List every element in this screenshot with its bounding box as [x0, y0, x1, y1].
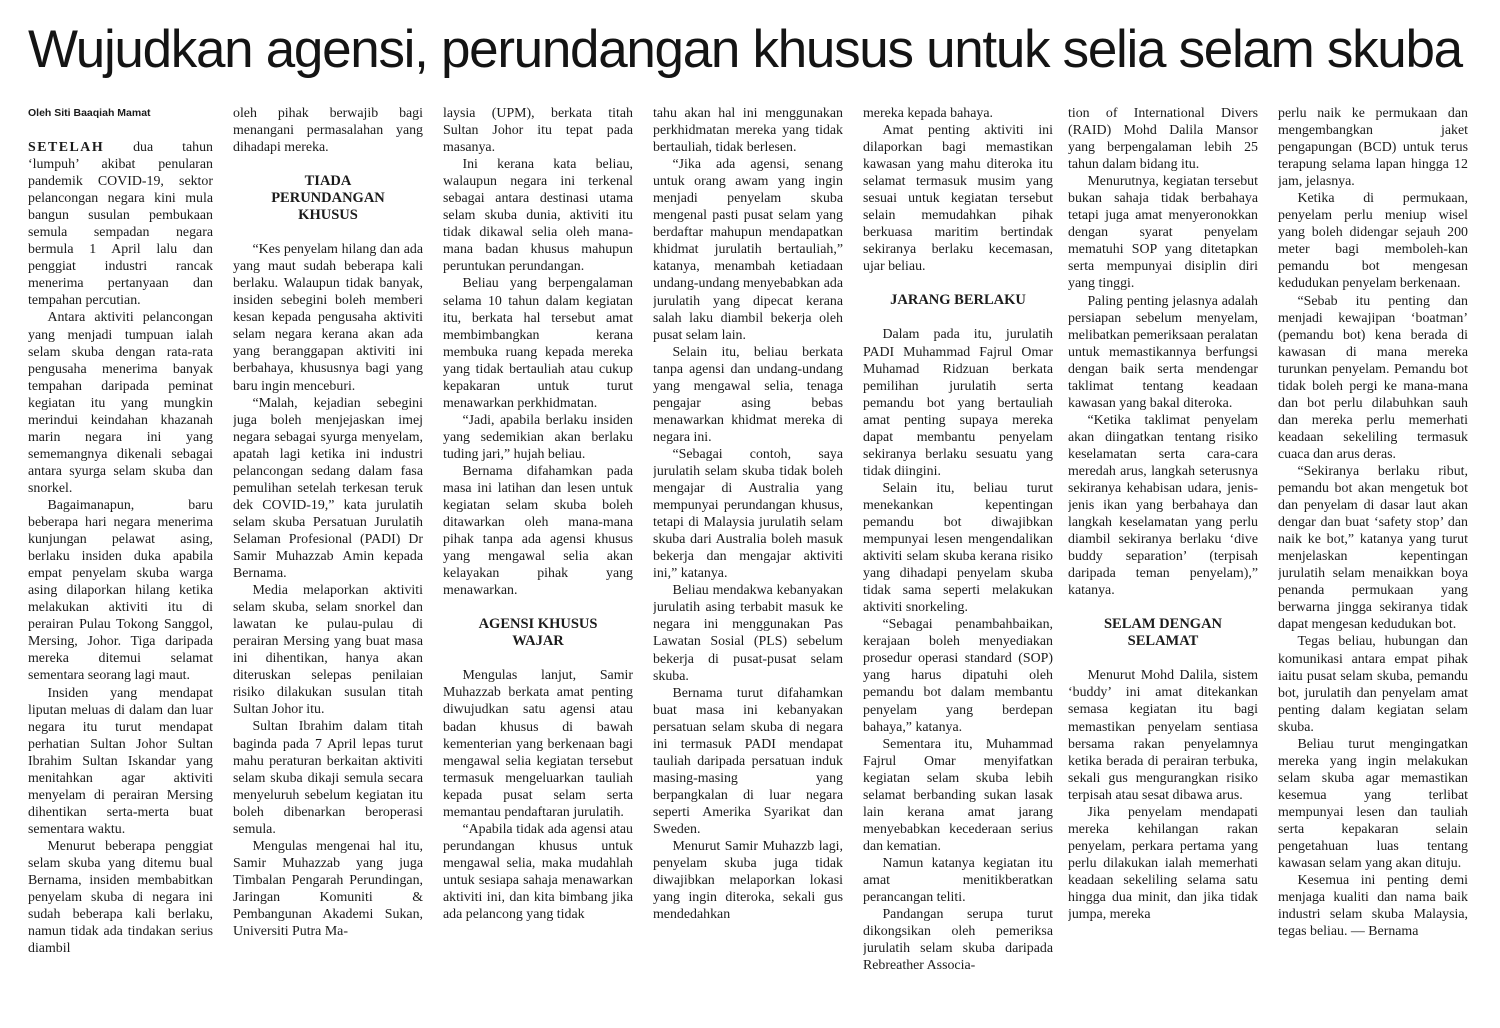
paragraph: “Malah, kejadian sebegini juga boleh menjejaskan imej negara sebagai syurga menyelam, apatah lagi ketika ini industri pelancongan sedang dalam fasa pemulihan setelah terkesan teruk dek COVID-19,” kata jurulatih selam skuba Persatuan Jurulatih Selaman Profesional (PADI) Dr Samir Muhazzab Amin kepada Bernama.: [233, 395, 423, 582]
paragraph: “Jika ada agensi, senang untuk orang awam yang ingin menjadi penyelam skuba mengenal pasti pusat selam yang berdaftar mahupun mendapatkan khidmat jurulatih bertauliah,” katanya, menambah ketiadaan undang-undang menyebabkan ada jurulatih yang dipecat kerana salah laku diambil bekerja oleh pusat selam lain.: [653, 157, 843, 343]
paragraph: Ketika di permukaan, penyelam perlu meniup wisel yang boleh didengar sejauh 200 meter bagi memboleh-kan pemandu bot mengesan kedudukan penyelam berkenaan.: [1278, 191, 1468, 292]
lead-text: dua tahun ‘lumpuh’ akibat penularan pandemik COVID-19, sektor pelancongan negara kini mula bangun susulan pembukaan semula sempadan negara bermula 1 April lalu dan penggiat industri rancak menerima pertanyaan dan tempahan percutian.: [28, 140, 213, 309]
byline: Oleh Siti Baaqiah Mamat: [28, 107, 151, 119]
paragraph: Sultan Ibrahim dalam titah baginda pada 7 April lepas turut mahu peraturan berkaitan aktiviti selam skuba dikaji semula secara menyeluruh sebelum kegiatan itu boleh dibenarkan beroperasi semula.: [233, 719, 423, 837]
subheading: SELAM DENGAN SELAMAT: [1103, 616, 1223, 650]
paragraph: Bagaimanapun, baru beberapa hari negara menerima kunjungan pelawat asing, berlaku insiden duka apabila empat penyelam skuba warga asing dilaporkan hilang ketika melakukan aktiviti itu di perairan Pulau Tokong Sanggol, Mersing, Johor. Tiga daripada mereka ditemui selamat sementara seorang lagi maut.: [28, 497, 213, 684]
paragraph: Paling penting jelasnya adalah persiapan sebelum menyelam, melibatkan pemeriksaan peralatan untuk memastikannya berfungsi dengan baik serta mendengar taklimat tentang keadaan kawasan yang bakal diteroka.: [1068, 293, 1258, 411]
paragraph: Media melaporkan aktiviti selam skuba, selam snorkel dan lawatan ke pulau-pulau di perairan Mersing yang buat masa ini dihentikan, hanya akan diteruskan selepas penilaian risiko dilakukan susulan titah Sultan Johor itu.: [233, 583, 423, 718]
paragraph: Beliau yang berpengalaman selama 10 tahun dalam kegiatan itu, berkata hal tersebut amat membimbangkan kerana membuka ruang kepada mereka yang tidak bertauliah atau cukup kepakaran untuk turut menawarkan perkhidmatan.: [443, 276, 633, 411]
paragraph: Selain itu, beliau turut menekankan kepentingan pemandu bot diwajibkan mempunyai lesen mengendalikan aktiviti selam skuba kerana risiko yang dihadapi penyelam skuba tidak sama seperti melakukan aktiviti snorkeling.: [863, 480, 1053, 616]
paragraph: “Sebab itu penting dan menjadi kewajipan ‘boatman’ (pemandu bot) kena berada di kawasan di mana mereka turunkan penyelam. Pemandu bot tidak boleh pergi ke mana-mana dan bot perlu dilabuhkan sauh dan mereka perlu memerhati keadaan sekeliling termasuk cuaca dan arus deras.: [1278, 293, 1468, 462]
paragraph: Namun katanya kegiatan itu amat menitikberatkan perancangan teliti.: [863, 855, 1053, 906]
subheading: JARANG BERLAKU: [890, 292, 1026, 309]
paragraph: “Ketika taklimat penyelam akan diingatkan tentang risiko keselamatan serta cara-cara meredah arus, langkah seterusnya sekiranya kehabisan udara, jenis-jenis ikan yang berbahaya dan langkah keselamatan yang perlu diambil sekiranya berlaku ‘dive buddy separation’ (terpisah daripada teman penyelam),” katanya.: [1068, 412, 1258, 599]
paragraph: Sementara itu, Muhammad Fajrul Omar menyifatkan kegiatan selam skuba lebih selamat berbanding sukan lasak lain kerana amat jarang menyebabkan kecederaan serius dan kematian.: [863, 736, 1053, 854]
paragraph: “Sebagai penambahbaikan, kerajaan boleh menyediakan prosedur operasi standard (SOP) yang harus dipatuhi oleh pemandu bot dalam membantu penyelam yang berdepan bahaya,” katanya.: [863, 617, 1053, 735]
paragraph: Antara aktiviti pelancongan yang menjadi tumpuan ialah selam skuba dengan rata-rata pengusaha menerima banyak tempahan daripada peminat kegiatan itu yang mungkin merindui keindahan khazanah marin negara ini yang sememangnya dikenali sebagai antara syurga selam skuba dan snorkel.: [28, 310, 213, 496]
paragraph: Insiden yang mendapat liputan meluas di dalam dan luar negara itu turut mendapat perhatian Sultan Johor Sultan Ibrahim Sultan Iskandar yang menitahkan agar aktiviti menyelam di perairan Mersing dihentikan serta-merta buat sementara waktu.: [28, 685, 213, 837]
paragraph: Jika penyelam mendapati mereka kehilangan rakan penyelam, perkara pertama yang perlu dilakukan ialah memerhati keadaan sekeliling selama satu hingga dua minit, dan jika tidak jumpa, mereka: [1068, 804, 1258, 923]
article-column-2: [233, 105, 423, 1023]
paragraph: Amat penting aktiviti ini dilaporkan bagi memastikan kawasan yang mahu diteroka itu selamat termasuk musim yang sesuai untuk kegiatan tersebut selain memudahkan pihak berkuasa maritim bertindak sekiranya berlaku kecemasan, ujar beliau.: [863, 123, 1053, 275]
paragraph: Menurutnya, kegiatan tersebut bukan sahaja tidak berbahaya tetapi juga amat menyeronokkan dengan syarat penyelam mematuhi SOP yang ditetapkan serta mempunyai disiplin diri yang tinggi.: [1068, 174, 1258, 292]
paragraph: Beliau turut mengingatkan mereka yang ingin melakukan selam skuba agar memastikan kesemua yang terlibat mempunyai lesen dan tauliah serta kepakaran selain pengetahuan luas tentang kawasan selam yang akan dituju.: [1278, 736, 1468, 872]
paragraph: Selain itu, beliau berkata tanpa agensi dan undang-undang yang mengawal selia, tenaga pengajar asing bebas menawarkan khidmat mereka di negara ini.: [653, 344, 843, 445]
article-column-5: [863, 105, 1053, 1023]
paragraph: Mengulas mengenai hal itu, Samir Muhazzab yang juga Timbalan Pengarah Perundingan, Jaringan Komuniti & Pembangunan Akademi Sukan, Universiti Putra Ma-: [233, 838, 423, 940]
paragraph: tion of International Divers (RAID) Mohd Dalila Mansor yang berpengalaman lebih 25 tahun dalam bidang itu.: [1068, 106, 1258, 173]
article-column-6: [1068, 105, 1258, 1023]
subheading: TIADA PERUNDANGAN KHUSUS: [271, 173, 385, 224]
paragraph: perlu naik ke permukaan dan mengembangkan jaket pengapungan (BCD) untuk terus terapung selama lapan hingga 12 jam, jelasnya.: [1278, 106, 1468, 190]
paragraph: Pandangan serupa turut dikongsikan oleh pemeriksa jurulatih selam skuba daripada Rebreather Associa-: [863, 907, 1053, 974]
paragraph: Menurut beberapa penggiat selam skuba yang ditemu bual Bernama, insiden membabitkan penyelam skuba di negara ini sudah beberapa kali berlaku, namun tidak ada tindakan serius diambil: [28, 838, 213, 957]
article-column-1: [28, 105, 213, 1023]
paragraph: Menurut Mohd Dalila, sistem ‘buddy’ ini amat ditekankan semasa kegiatan itu bagi memastikan penyelam sentiasa bersama rakan penyelamnya ketika berada di perairan terbuka, sekali gus mengurangkan risiko terpisah atau sesat dibawa arus.: [1068, 668, 1258, 803]
paragraph: mereka kepada bahaya.: [863, 106, 993, 121]
headline: Wujudkan agensi, perundangan khusus untuk selia selam skuba: [28, 20, 1462, 79]
paragraph: Tegas beliau, hubungan dan komunikasi antara empat pihak iaitu pusat selam skuba, pemandu bot, jurulatih dan penyelam amat penting dalam kegiatan selam skuba.: [1278, 634, 1468, 735]
paragraph: “Sekiranya berlaku ribut, pemandu bot akan mengetuk bot dan penyelam di dasar laut akan dengar dan buat ‘safety stop’ dan naik ke bot,” katanya yang turut menjelaskan kepentingan jurulatih selam menaikkan boya penanda permukaan yang berwarna jingga sekiranya tidak dapat mengesan kedudukan bot.: [1278, 463, 1468, 633]
paragraph: “Jadi, apabila berlaku insiden yang sedemikian akan berlaku tuding jari,” hujah beliau.: [443, 412, 633, 462]
article-column-7: [1278, 105, 1468, 1023]
paragraph: oleh pihak berwajib bagi menangani permasalahan yang dihadapi mereka.: [233, 106, 423, 156]
paragraph: Ini kerana kata beliau, walaupun negara ini terkenal sebagai antara destinasi utama selam skuba dunia, aktiviti itu tidak dikawal selia oleh mana-mana badan khusus mahupun peruntukan perundangan.: [443, 157, 633, 275]
paragraph: “Apabila tidak ada agensi atau perundangan khusus untuk mengawal selia, maka mudahlah untuk sesiapa sahaja menawarkan aktiviti ini, dan kita bimbang jika ada pelancong yang tidak: [443, 821, 633, 923]
paragraph: laysia (UPM), berkata titah Sultan Johor itu tepat pada masanya.: [443, 106, 633, 156]
paragraph: Beliau mendakwa kebanyakan jurulatih asing terbabit masuk ke negara ini menggunakan Pas Lawatan Sosial (PLS) sebelum bekerja di pusat-pusat selam skuba.: [653, 583, 843, 684]
article-column-4: [653, 105, 843, 1023]
paragraph: Bernama difahamkan pada masa ini latihan dan lesen untuk kegiatan selam skuba boleh ditawarkan oleh mana-mana pihak tanpa ada agensi khusus yang mengawal selia akan kelayakan pihak yang menawarkan.: [443, 463, 633, 599]
paragraph: Kesemua ini penting demi menjaga kualiti dan nama baik industri selam skuba Malaysia, tegas beliau. — Bernama: [1278, 873, 1468, 940]
lead-word: SETELAH: [28, 140, 105, 155]
paragraph: “Kes penyelam hilang dan ada yang maut sudah beberapa kali berlaku. Walaupun tidak banyak, insiden sebegini boleh memberi kesan kepada pengusaha aktiviti selam negara kerana akan ada yang beranggapan aktiviti ini berbahaya, khususnya bagi yang baru ingin menceburi.: [233, 242, 423, 394]
article-column-3: [443, 105, 633, 1023]
paragraph: Mengulas lanjut, Samir Muhazzab berkata amat penting diwujudkan satu agensi atau badan khusus di bawah kementerian yang berkenaan bagi mengawal selia kegiatan tersebut termasuk mengeluarkan tauliah kepada pusat selam serta memantau pendaftaran jurulatih.: [443, 668, 633, 820]
paragraph: Menurut Samir Muhazzb lagi, penyelam skuba juga tidak diwajibkan melaporkan lokasi yang ingin diteroka, sekali gus mendedahkan: [653, 839, 843, 923]
paragraph: “Sebagai contoh, saya jurulatih selam skuba tidak boleh mengajar di Australia yang mempunyai perundangan khusus, tetapi di Malaysia jurulatih selam skuba dari Australia boleh masuk bekerja dan mengajar aktiviti ini,” katanya.: [653, 446, 843, 582]
lead-paragraph: [28, 139, 213, 309]
paragraph: Dalam pada itu, jurulatih PADI Muhammad Fajrul Omar Muhamad Ridzuan berkata pemilihan jurulatih serta pemandu bot yang bertauliah amat penting supaya mereka dapat membantu penyelam sekiranya berlaku sesuatu yang tidak diingini.: [863, 327, 1053, 479]
subheading: AGENSI KHUSUS WAJAR: [478, 616, 598, 650]
paragraph: Bernama turut difahamkan buat masa ini kebanyakan persatuan selam skuba di negara ini termasuk PADI mendapat tauliah daripada persatuan induk masing-masing yang berpangkalan di luar negara seperti Amerika Syarikat dan Sweden.: [653, 685, 843, 837]
paragraph: tahu akan hal ini menggunakan perkhidmatan mereka yang tidak bertauliah, tidak berlesen.: [653, 106, 843, 156]
